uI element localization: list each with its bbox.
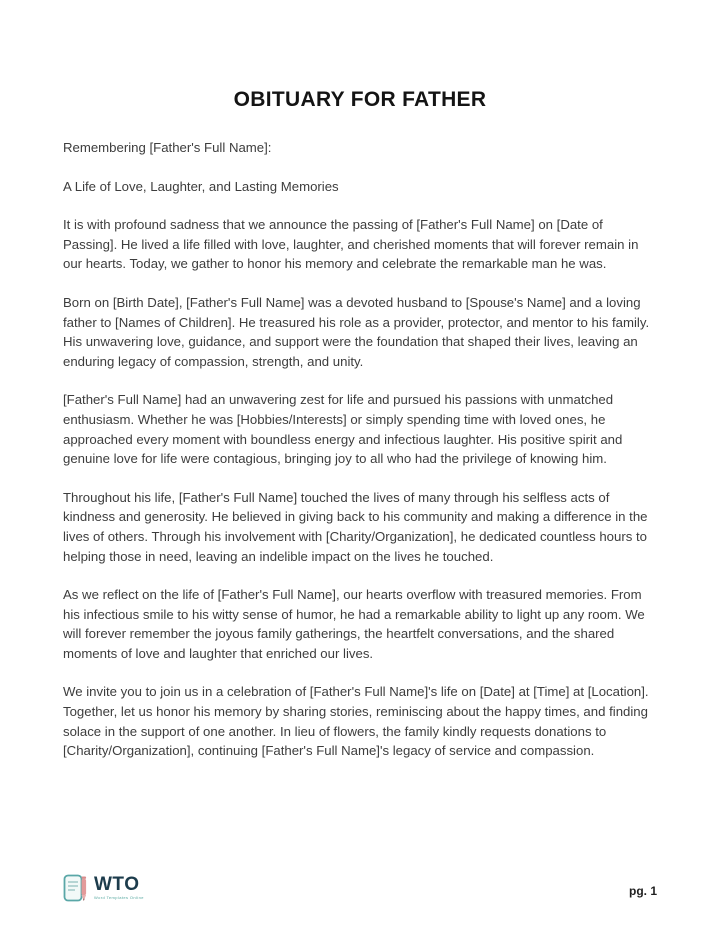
paragraph-memories: As we reflect on the life of [Father's Full Name], our hearts overflow with treasured memories. From his infectious smile to his witty sense of humor, he had a remarkable ability to light up any room. We will forever remember the joyous family gatherings, the heartfelt conversations, and the shared moments of love and laughter that enriched our lives. <box>63 587 645 661</box>
wto-logo-text: WTO <box>94 873 140 895</box>
wto-logo-text-wrap <box>94 875 144 900</box>
page-number: pg. 1 <box>628 884 657 898</box>
wto-logo <box>63 873 144 910</box>
paragraph-invitation: We invite you to join us in a celebration of [Father's Full Name]'s life on [Date] at [Time] at [Location]. Together, let us honor his memory by sharing stories, reminiscing about the happy times, and finding solace in the support of one another. In lieu of flowers, the family kindly requests donations to [Charity/Organization], continuing [Father's Full Name]'s legacy of service and compassion. <box>63 684 649 759</box>
intro-line: Remembering [Father's Full Name]: <box>63 140 272 155</box>
page-footer <box>63 870 657 912</box>
paragraph-community: Throughout his life, [Father's Full Name] touched the lives of many through his selfless acts of kindness and generosity. He believed in giving back to his community and making a difference in the lives of others. Through his involvement with [Charity/Organization], he dedicated countless hours to helping those in need, leaving an indelible impact on the lives he touched. <box>63 489 648 564</box>
document-pen-icon <box>63 873 91 910</box>
subtitle-line: A Life of Love, Laughter, and Lasting Memories <box>63 178 339 194</box>
paragraph-passions: [Father's Full Name] had an unwavering zest for life and pursued his passions with unmatched enthusiasm. Whether he was [Hobbies/Interests] or simply spending time with loved ones, he approached every moment with boundless energy and infectious laughter. His positive spirit and genuine love for life were contagious, bringing joy to all who had the privilege of knowing him. <box>63 392 623 467</box>
paragraph-family: Born on [Birth Date], [Father's Full Name] was a devoted husband to [Spouse's Name] and a loving father to [Names of Children]. He treasured his role as a provider, protector, and mentor to his family. His unwavering love, guidance, and support were the foundation that shaped their lives, leaving an enduring legacy of compassion, strength, and unity. <box>63 294 650 369</box>
paragraph-announcement: It is with profound sadness that we announce the passing of [Father's Full Name] on [Date of Passing]. He lived a life filled with love, laughter, and cherished moments that will forever remain in our hearts. Today, we gather to honor his memory and celebrate the remarkable man he was. <box>63 217 639 272</box>
page-title: OBITUARY FOR FATHER <box>233 88 487 111</box>
wto-logo-tagline: Word Templates Online <box>94 894 144 900</box>
